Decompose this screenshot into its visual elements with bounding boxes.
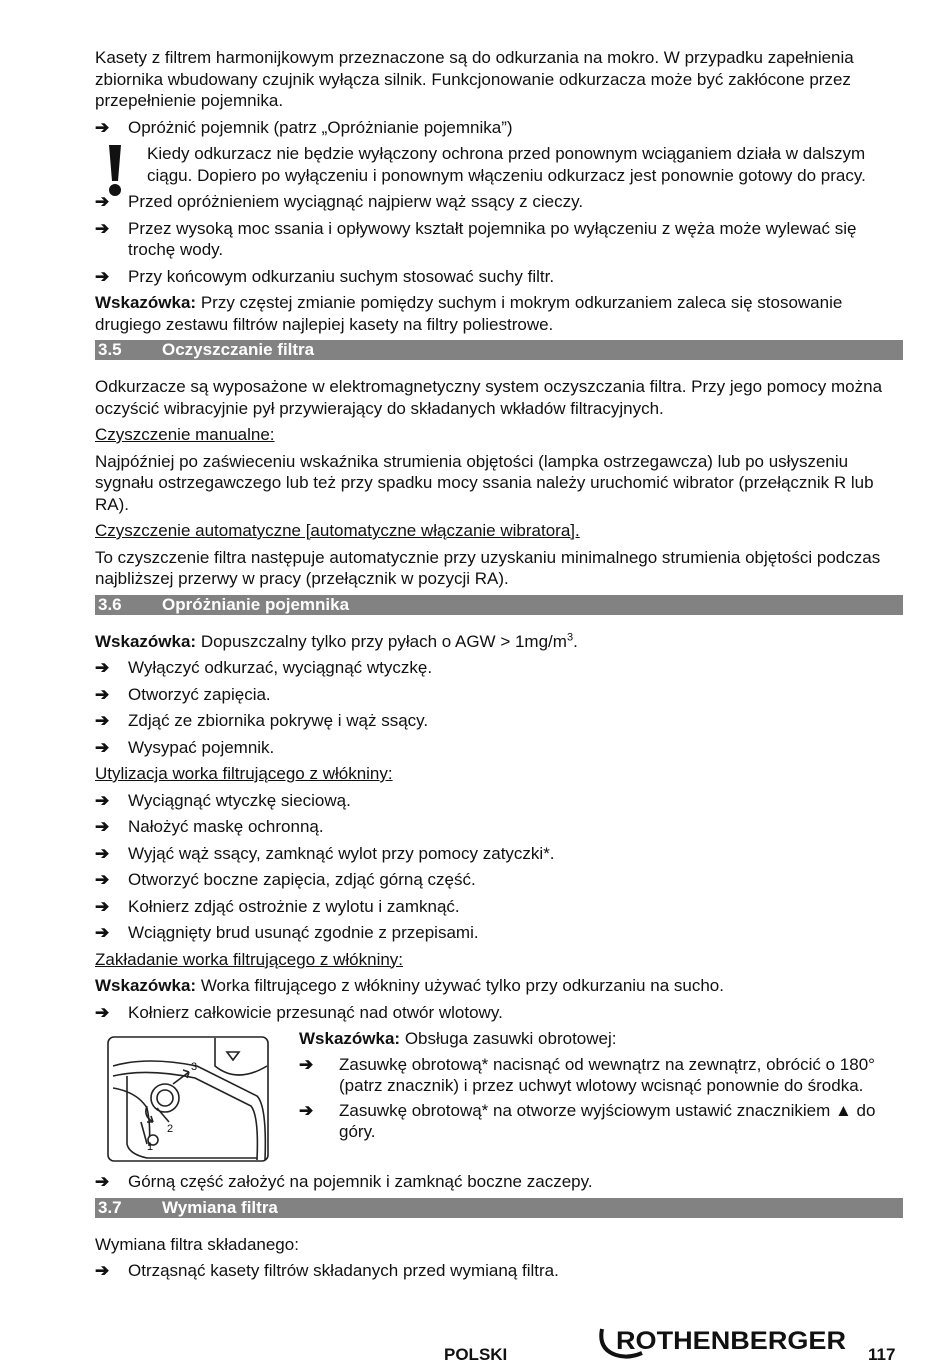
arrow-icon: ➔: [95, 266, 110, 286]
arrow-icon: ➔: [95, 870, 110, 889]
manual-cleaning-heading: Czyszczenie manualne:: [95, 425, 275, 444]
page-number: 117: [868, 1345, 896, 1364]
note-text: Przy częstej zmianie pomiędzy suchym i mokrym odkurzaniem zaleca się stosowanie drugiego zestawu filtrów najlepiej kasety na filtry poliestrowe.: [95, 293, 843, 334]
section-number: 3.7: [98, 1197, 122, 1217]
arrow-icon: ➔: [95, 218, 110, 238]
bullet-text: Zasuwkę obrotową* na otworze wyjściowym ustawić znacznikiem ▲ do góry.: [339, 1100, 876, 1141]
list-item: [95, 816, 903, 838]
list-item: [95, 790, 903, 812]
auto-cleaning-paragraph: To czyszczenie filtra następuje automatycznie przy uzyskaniu minimalnego strumienia objętości podczas najbliższej przerwy w pracy (przełącznik w pozycji RA).: [95, 547, 881, 588]
arrow-icon: ➔: [95, 790, 110, 810]
bullet-text: Otrząsnąć kasety filtrów składanych przed wymianą filtra.: [128, 1261, 559, 1280]
note-label: Wskazówka:: [95, 631, 197, 651]
section-title: Wymiana filtra: [162, 1197, 278, 1217]
bullet-text: Zdjąć ze zbiornika pokrywę i wąż ssący.: [128, 711, 429, 730]
arrow-icon: ➔: [95, 896, 110, 916]
section-heading-3-7: [95, 1198, 903, 1218]
superscript: 3: [566, 630, 574, 643]
section-title: Oczyszczanie filtra: [162, 340, 315, 359]
bullet-text: Zasuwkę obrotową* nacisnąć od wewnątrz na zewnątrz, obrócić o 180° (patrz znacznik) i przez uchwyt wlotowy wcisnąć ponownie do środka.: [339, 1054, 875, 1095]
bullet-text: Przed opróżnieniem wyciągnąć najpierw wąż ssący z cieczy.: [128, 192, 584, 211]
bullet-pull-hose: [95, 191, 903, 213]
note-label: Wskazówka:: [95, 976, 197, 995]
list-item: [95, 737, 903, 759]
section-heading-3-5: [95, 340, 903, 360]
note-label: Wskazówka:: [95, 293, 197, 312]
note-text: Worka filtrującego z włókniny używać tylko przy odkurzaniu na sucho.: [196, 976, 724, 995]
arrow-icon: ➔: [95, 658, 110, 677]
section-title: Opróżnianie pojemnika: [162, 594, 350, 614]
auto-cleaning-heading: Czyszczenie automatyczne [automatyczne włączanie wibratora].: [95, 521, 580, 540]
list-item: [95, 657, 903, 679]
arrow-icon: ➔: [95, 923, 110, 942]
list-item: [95, 896, 903, 918]
language-label: POLSKI: [444, 1345, 508, 1364]
bullet-text: Przez wysoką moc ssania i opływowy kształt pojemnika po wyłączeniu z węża może wylewać się trochę wody.: [128, 218, 857, 259]
figure-label-3: 3: [191, 1061, 198, 1073]
bullet-text: Kołnierz całkowicie przesunąć nad otwór wlotowy.: [128, 1002, 503, 1022]
bullet-text: Opróżnić pojemnik (patrz „Opróżnianie pojemnika”): [128, 117, 513, 137]
note-filter-set: [95, 292, 903, 335]
list-item: [95, 843, 903, 865]
bullet-text: Otworzyć zapięcia.: [128, 684, 271, 704]
arrow-icon: ➔: [95, 117, 110, 137]
pleated-filter-heading: Wymiana filtra składanego:: [95, 1234, 299, 1254]
bullet-text: Górną część założyć na pojemnik i zamknąć boczne zaczepy.: [128, 1172, 593, 1191]
page-content: [95, 47, 903, 1287]
rotary-slide-text: [299, 1028, 903, 1146]
arrow-icon: ➔: [95, 1002, 110, 1022]
note-label: Wskazówka:: [299, 1029, 401, 1048]
section-heading-3-6: [95, 595, 903, 615]
list-item: [95, 684, 903, 706]
figure-label-1: 1: [147, 1141, 154, 1153]
bullet-empty-container: [95, 117, 903, 139]
bullet-text: Przy końcowym odkurzaniu suchym stosować suchy filtr.: [128, 266, 555, 286]
arrow-icon: ➔: [95, 192, 110, 211]
list-item: [95, 869, 903, 891]
note-text: Obsługa zasuwki obrotowej:: [400, 1029, 617, 1048]
list-item: [95, 1260, 903, 1282]
warning-block: [95, 143, 903, 186]
note-rotary: [299, 1028, 903, 1050]
list-item: [95, 1002, 903, 1024]
note-dry-only: [95, 975, 903, 997]
warning-text: Kiedy odkurzacz nie będzie wyłączony ochrona przed ponownym wciąganiem działa w dalszym ciągu. Dopiero po wyłączeniu i ponownym włączeniu odkurzacz jest ponownie gotowy do pracy.: [147, 144, 866, 185]
section-number: 3.5: [98, 340, 122, 359]
list-item: [95, 922, 903, 944]
arrow-icon: ➔: [95, 711, 110, 730]
brand-name: ROTHENBERGER: [616, 1327, 846, 1355]
bullet-text: Wciągnięty brud usunąć zgodnie z przepisami.: [128, 923, 479, 942]
arrow-icon: ➔: [95, 817, 110, 836]
bullet-text: Wyłączyć odkurzać, wyciągnąć wtyczkę.: [128, 658, 433, 677]
manual-cleaning-paragraph: Najpóźniej po zaświeceniu wskaźnika strumienia objętości (lampka ostrzegawcza) lub po usłyszeniu sygnału ostrzegawczego lub też przy spadku mocy ssania należy uruchomić wibrator (przełącznik R lub RA).: [95, 451, 874, 514]
rothenberger-logo: [598, 1325, 850, 1361]
exclamation-icon: [107, 143, 123, 197]
arrow-icon: ➔: [95, 1261, 110, 1280]
bullet-text: Nałożyć maskę ochronną.: [128, 817, 324, 836]
arrow-icon: ➔: [299, 1054, 314, 1074]
bullet-text: Wysypać pojemnik.: [128, 737, 275, 757]
arrow-icon: ➔: [95, 684, 110, 704]
disposal-heading: Utylizacja worka filtrującego z włókniny:: [95, 764, 393, 783]
section-number: 3.6: [98, 594, 122, 614]
arrow-icon: ➔: [95, 843, 110, 863]
list-item: [95, 1171, 903, 1193]
bullet-text: Otworzyć boczne zapięcia, zdjąć górną część.: [128, 870, 476, 889]
figure-label-2: 2: [167, 1123, 174, 1135]
list-item: [299, 1100, 903, 1143]
arrow-icon: ➔: [95, 737, 110, 757]
list-item: [95, 710, 903, 732]
filter-cleaning-paragraph: Odkurzacze są wyposażone w elektromagnetyczny system oczyszczania filtra. Przy jego pomocy można oczyścić wibracyjnie pył przywierający do składanych wkładów filtracyjnych.: [95, 377, 883, 418]
bullet-water-spill: [95, 218, 903, 261]
install-bag-heading: Zakładanie worka filtrującego z włókniny:: [95, 949, 404, 969]
bullet-text: Wyjąć wąż ssący, zamknąć wylot przy pomocy zatyczki*.: [128, 843, 555, 863]
rotary-slide-block: [95, 1028, 903, 1166]
note-agw: [95, 631, 903, 653]
bullet-text: Wyciągnąć wtyczkę sieciową.: [128, 790, 351, 810]
bullet-text: Kołnierz zdjąć ostrożnie z wylotu i zamknąć.: [128, 896, 460, 916]
arrow-icon: ➔: [95, 1172, 110, 1191]
intro-paragraph: Kasety z filtrem harmonijkowym przeznaczone są do odkurzania na mokro. W przypadku zapełnienia zbiornika wbudowany czujnik wyłącza silnik. Funkcjonowanie odkurzacza może być zakłócone przez przepełnienie pojemnika.: [95, 48, 854, 110]
list-item: [299, 1054, 903, 1097]
page-footer: [0, 1325, 950, 1365]
note-text: Dopuszczalny tylko przy pyłach o AGW > 1mg/m: [196, 631, 567, 651]
rotary-slide-illustration: [107, 1036, 269, 1162]
note-end: .: [573, 631, 578, 651]
bullet-dry-filter: [95, 266, 903, 288]
arrow-icon: ➔: [299, 1100, 314, 1120]
